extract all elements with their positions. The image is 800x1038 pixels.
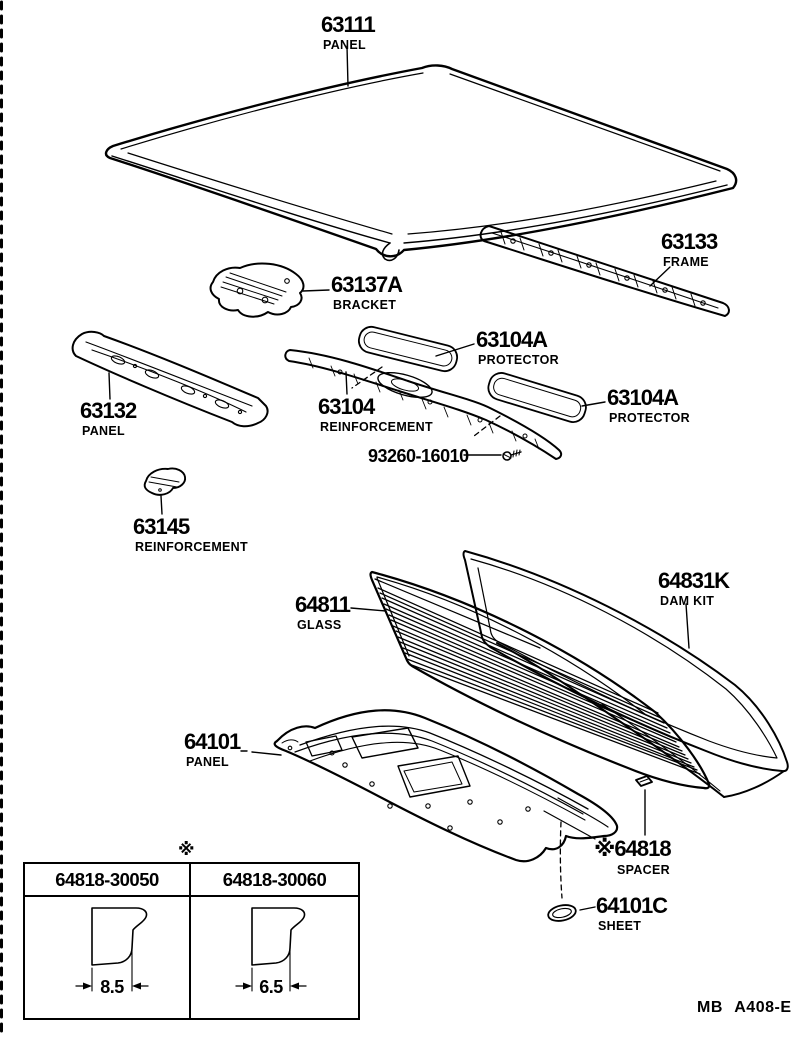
roof-panel-drawing: [106, 65, 736, 260]
spacer-drawing: [636, 776, 652, 786]
variant-table-header: [25, 864, 358, 897]
small-reinforcement-drawing: [145, 468, 185, 494]
part-name: GLASS: [297, 618, 342, 632]
part-name: PANEL: [82, 424, 125, 438]
part-number: 64831K: [658, 568, 730, 593]
label-spacer: [594, 838, 671, 877]
part-name: REINFORCEMENT: [320, 420, 433, 434]
leader-lines: [109, 46, 689, 910]
part-name: PANEL: [186, 755, 229, 769]
label-roof-reinforcement: [318, 396, 433, 434]
label-protector-upper: [476, 329, 559, 367]
protector-upper-drawing: [356, 324, 459, 373]
reference-mark: ※: [594, 837, 615, 862]
variant-profile-cell: [25, 897, 191, 1018]
label-small-reinforcement: [133, 516, 248, 554]
part-name: PROTECTOR: [609, 411, 690, 425]
variant-part-number: 64818-30050: [25, 864, 191, 895]
screw-drawing: [503, 450, 521, 460]
part-number: 63133: [661, 229, 718, 254]
label-screw: 93260-16010: [368, 446, 469, 466]
part-name: PANEL: [323, 38, 366, 52]
part-number: ※64818: [594, 836, 671, 862]
protector-lower-drawing: [485, 370, 589, 425]
dimension-value: 8.5: [100, 977, 124, 997]
part-number: 64101C: [596, 893, 668, 918]
part-number: 63132: [80, 398, 137, 423]
variant-part-number: 64818-30060: [222, 868, 327, 890]
label-roof-panel: [321, 14, 375, 52]
package-tray-panel-drawing: [275, 710, 617, 861]
sheet-drawing: [547, 903, 578, 923]
part-name: SPACER: [617, 863, 670, 877]
part-name: PROTECTOR: [478, 353, 559, 367]
spacer-variant-table: [23, 862, 360, 1020]
part-number: 63104: [318, 394, 375, 419]
dam-kit-drawing: [464, 551, 788, 797]
table-reference-mark: ※: [178, 840, 195, 860]
label-bracket: [331, 274, 402, 312]
part-number: 63111: [321, 12, 375, 37]
label-protector-lower: [607, 387, 690, 425]
part-number: 63104A: [476, 327, 548, 352]
variant-table-body: [25, 897, 358, 1018]
label-dam-kit: [658, 570, 729, 608]
label-frame: [661, 231, 717, 269]
variant-profile-cell: [191, 897, 358, 1018]
part-name: FRAME: [663, 255, 709, 269]
dimension-value: 6.5: [259, 977, 283, 997]
part-number: 63137A: [331, 272, 403, 297]
part-number: 64811: [295, 592, 350, 617]
label-back-glass: [295, 594, 350, 632]
part-name: REINFORCEMENT: [135, 540, 248, 554]
label-package-tray-panel: [184, 731, 240, 769]
bracket-drawing: [211, 263, 304, 316]
label-sheet: [596, 895, 667, 933]
part-number: 63145: [133, 514, 190, 539]
page-code: MB A408-E: [697, 999, 792, 1016]
part-number: 64101: [184, 729, 241, 754]
part-name: BRACKET: [333, 298, 397, 312]
part-number: 63104A: [607, 385, 679, 410]
part-name: SHEET: [598, 919, 642, 933]
label-header-panel: [80, 400, 136, 438]
part-name: DAM KIT: [660, 594, 715, 608]
